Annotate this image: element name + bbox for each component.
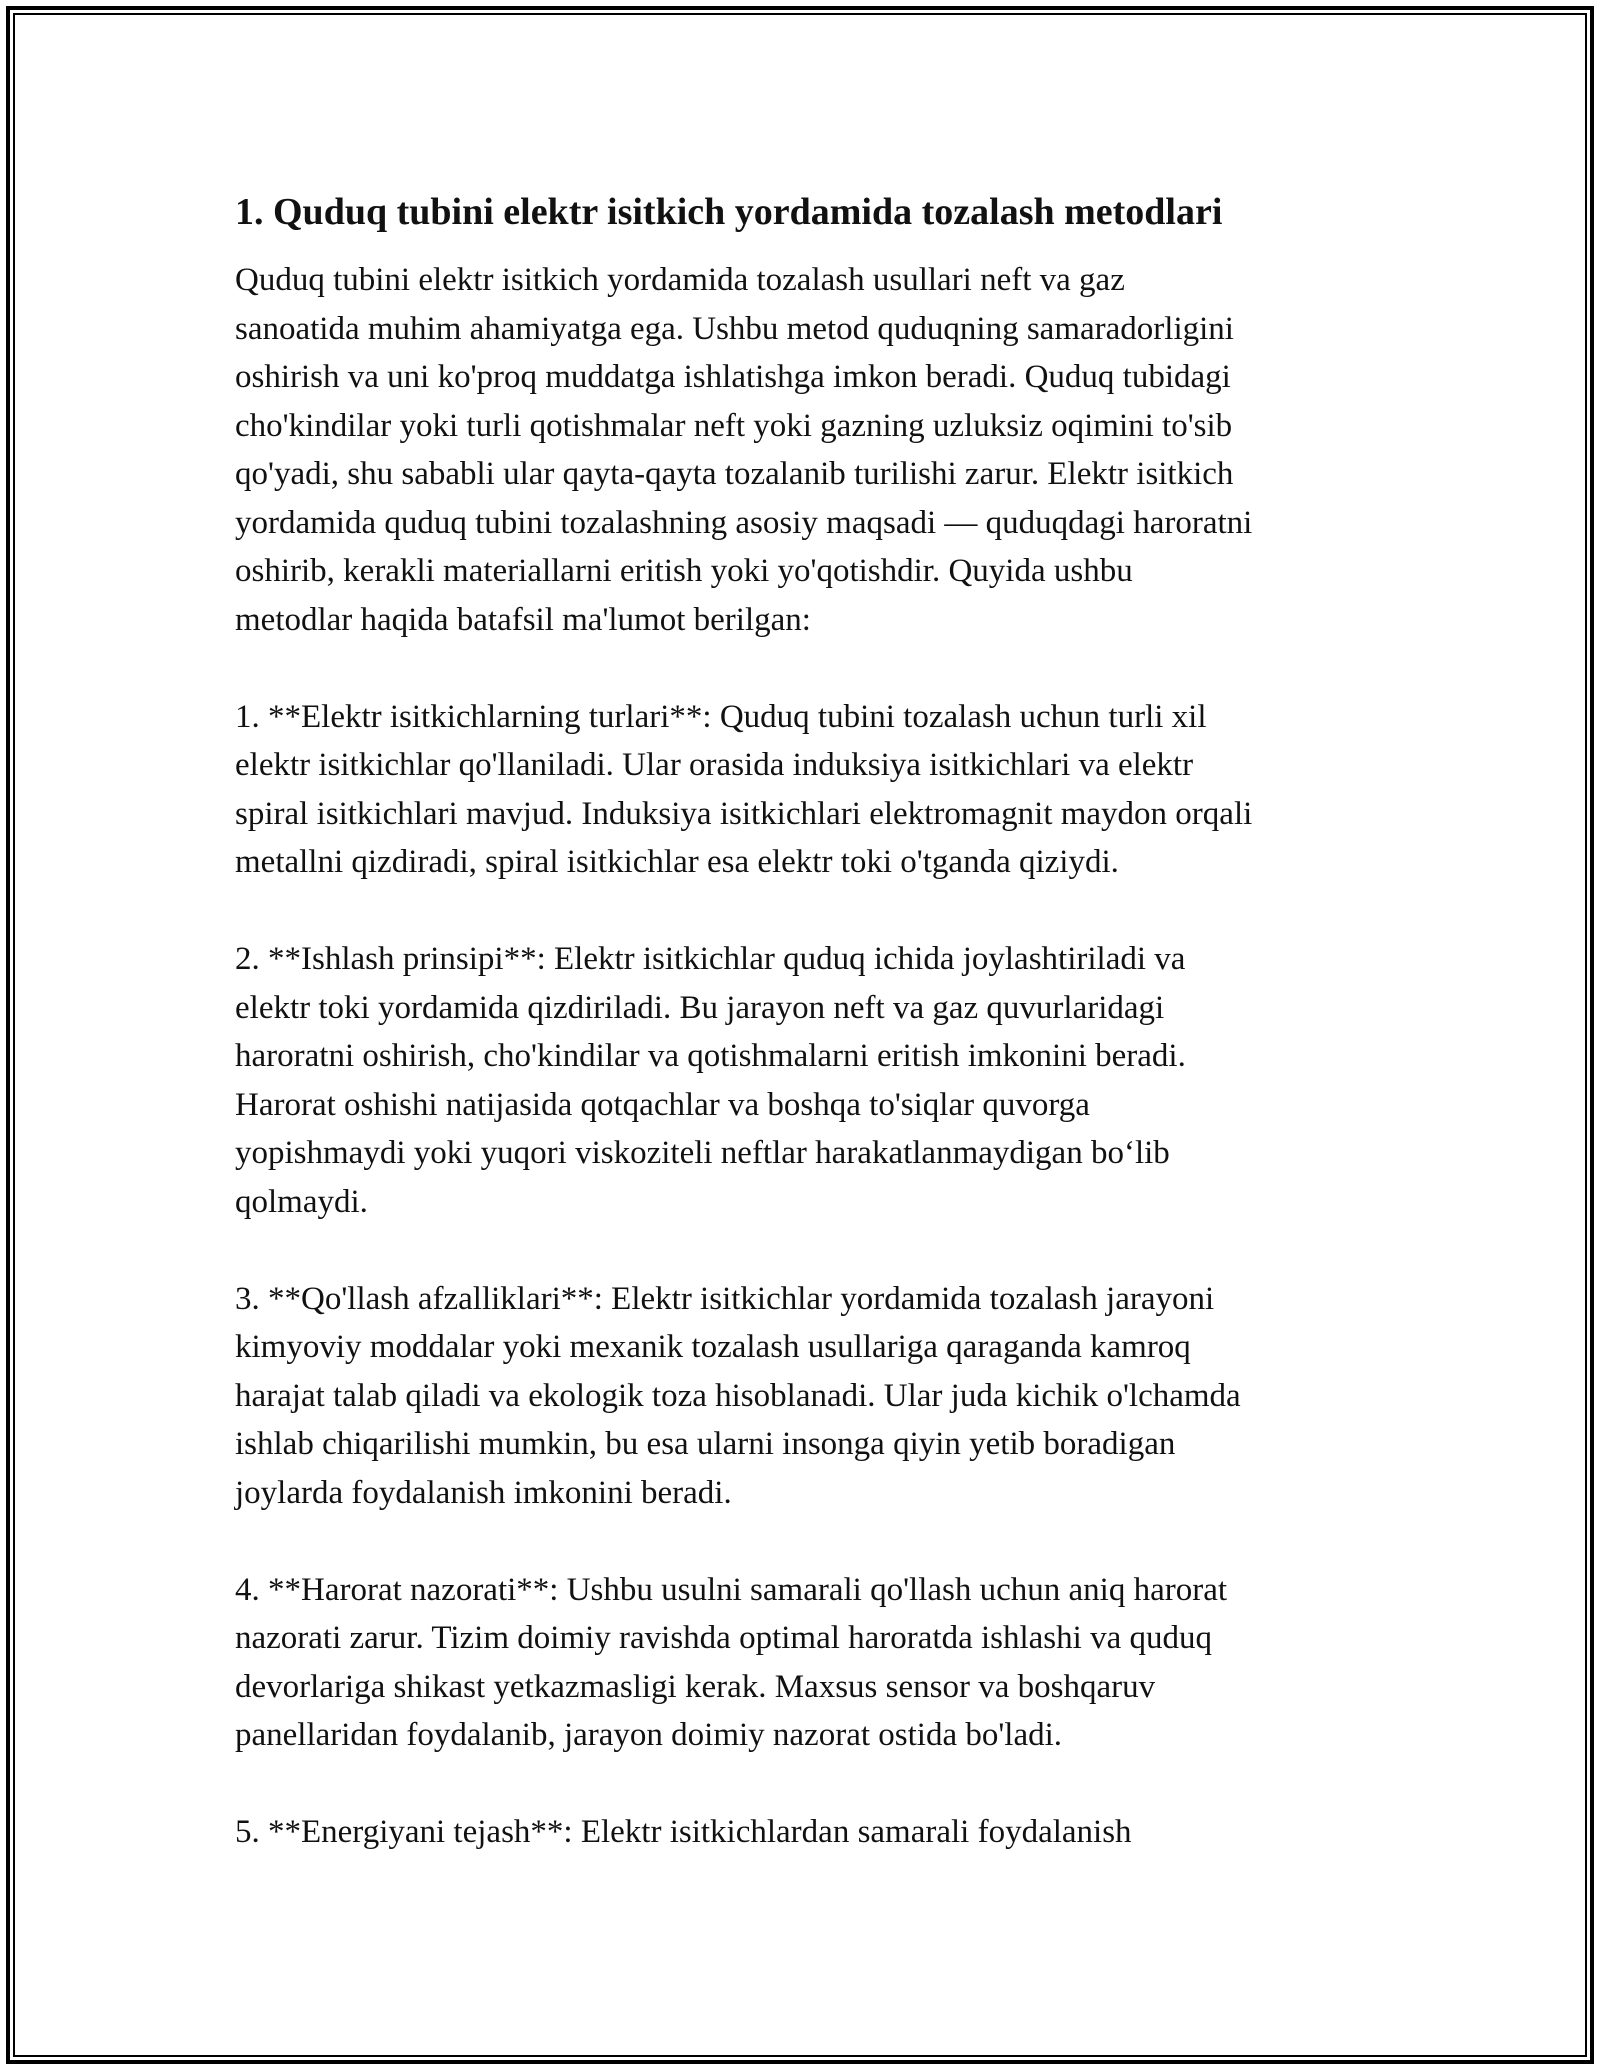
- list-item-working-principle: 2. **Ishlash prinsipi**: Elektr isitkichlar quduq ichida joylashtiriladi va elektr toki yordamida qizdiriladi. Bu jarayon neft va gaz quvurlaridagi haroratni oshirish, cho'kindilar va qotishmalarni eritish imkonini beradi. Harorat oshishi natijasida qotqachlar va boshqa to'siqlar quvorga yopishmaydi yoki yuqori viskoziteli neftlar harakatlanmaydigan bo‘lib qolmaydi.: [235, 941, 1186, 1220]
- list-item-advantages: 3. **Qo'llash afzalliklari**: Elektr isitkichlar yordamida tozalash jarayoni kimyoviy moddalar yoki mexanik tozalash usullariga qaraganda kamroq harajat talab qiladi va ekologik toza hisoblanadi. Ular juda kichik o'lchamda ishlab chiqarilishi mumkin, bu esa ularni insonga qiyin yetib boradigan joylarda foydalanish imkonini beradi.: [235, 1280, 1241, 1511]
- list-item-energy-saving: 5. **Energiyani tejash**: Elektr isitkichlardan samarali foydalanish: [235, 1814, 1132, 1850]
- list-item-heater-types: 1. **Elektr isitkichlarning turlari**: Quduq tubini tozalash uchun turli xil elektr isitkichlar qo'llaniladi. Ular orasida induksiya isitkichlari va elektr spiral isitkichlari mavjud. Induksiya isitkichlari elektromagnit maydon orqali metallni qizdiradi, spiral isitkichlar esa elektr toki o'tganda qiziydi.: [235, 698, 1253, 880]
- document-title: 1. Quduq tubini elektr isitkich yordamida tozalash metodlari: [235, 191, 1223, 233]
- document-body: [235, 186, 1375, 1905]
- list-item-temperature-control: 4. **Harorat nazorati**: Ushbu usulni samarali qo'llash uchun aniq harorat nazorati zarur. Tizim doimiy ravishda optimal haroratda ishlashi va quduq devorlariga shikast yetkazmasligi kerak. Maxsus sensor va boshqaruv panellaridan foydalanib, jarayon doimiy nazorat ostida bo'ladi.: [235, 1571, 1228, 1753]
- intro-paragraph: Quduq tubini elektr isitkich yordamida tozalash usullari neft va gaz sanoatida muhim ahamiyatga ega. Ushbu metod quduqning samaradorligini oshirish va uni ko'proq muddatga ishlatishga imkon beradi. Quduq tubidagi cho'kindilar yoki turli qotishmalar neft yoki gazning uzluksiz oqimini to'sib qo'yadi, shu sababli ular qayta-qayta tozalanib turilishi zarur. Elektr isitkich yordamida quduq tubini tozalashning asosiy maqsadi — quduqdagi haroratni oshirib, kerakli materiallarni eritish yoki yo'qotishdir. Quyida ushbu metodlar haqida batafsil ma'lumot berilgan:: [235, 262, 1253, 638]
